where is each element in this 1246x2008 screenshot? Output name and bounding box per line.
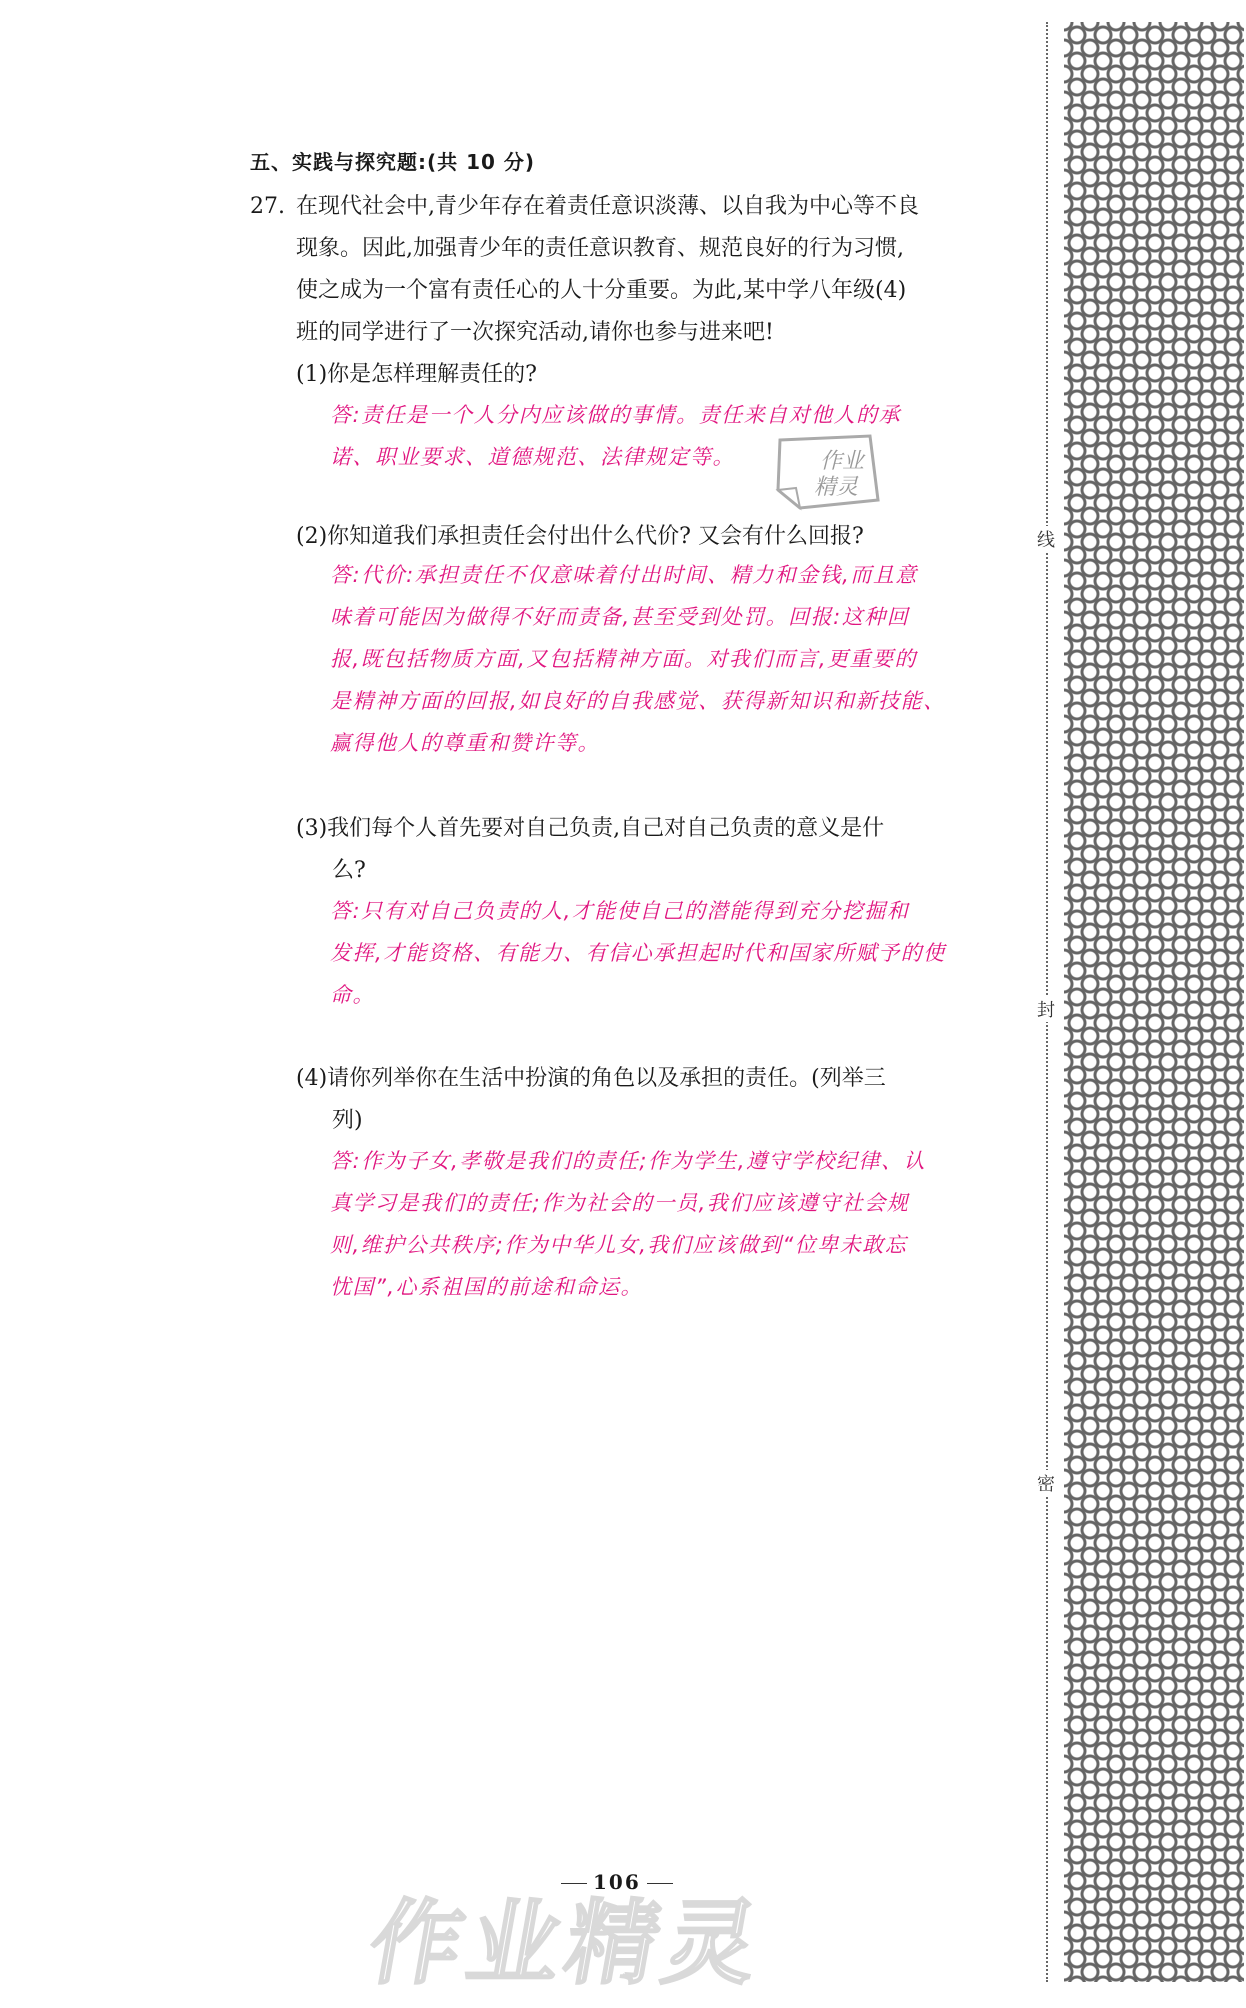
answer-line: 忧国”,心系祖国的前途和命运。 [330,1275,644,1299]
binding-label-mi: 密 [1031,1470,1061,1496]
page-number [555,1870,679,1894]
sub-question-text: (1)你是怎样理解责任的? [296,362,537,387]
stamp-text-line: 作业 [820,449,865,474]
answer-3 [330,890,1020,1016]
binding-label-xian: 线 [1031,526,1061,552]
watermark: 作业精灵 [361,1890,773,1997]
sub-question-1 [296,354,1026,396]
page-number-dash [647,1883,673,1884]
sub-question-3 [296,808,1026,892]
answer-2 [330,554,1020,764]
binding-label-feng: 封 [1031,996,1061,1022]
answer-line: 答:只有对自己负责的人,才能使自己的潜能得到充分挖掘和 [330,899,910,923]
sub-question-text: (4)请你列举你在生活中扮演的角色以及承担的责任。(列举三 [296,1066,886,1091]
page-number-dash [561,1883,587,1884]
sub-question-text: 列) [332,1108,363,1133]
question-27-stem [250,186,1025,354]
question-stem-text [296,186,1025,354]
sub-question-text: 么? [332,858,366,883]
answer-line: 是精神方面的回报,如良好的自我感觉、获得新知识和新技能、 [330,689,946,713]
sub-question-text: (3)我们每个人首先要对自己负责,自己对自己负责的意义是什 [296,816,885,841]
answer-line: 命。 [330,983,375,1007]
question-number: 27. [250,194,285,219]
binding-pattern-strip [1064,22,1244,1982]
stem-line: 使之成为一个富有责任心的人十分重要。为此,某中学八年级(4) [296,278,907,303]
sub-question-text: (2)你知道我们承担责任会付出什么代价? 又会有什么回报? [296,524,864,549]
sub-question-4 [296,1058,1026,1142]
answer-line: 真学习是我们的责任;作为社会的一员,我们应该遵守社会规 [330,1191,910,1215]
answer-4 [330,1140,1020,1308]
answer-line: 答:责任是一个人分内应该做的事情。责任来自对他人的承 [330,403,902,427]
answer-line: 赢得他人的尊重和赞许等。 [330,731,600,755]
answer-line: 诺、职业要求、道德规范、法律规定等。 [330,445,735,469]
stamp-text-line: 精灵 [814,475,859,500]
stem-line: 在现代社会中,青少年存在着责任意识淡薄、以自我为中心等不良 [296,194,919,219]
zuoye-jingling-stamp [760,430,890,520]
sub-question-2 [296,516,1026,558]
answer-line: 答:作为子女,孝敬是我们的责任;作为学生,遵守学校纪律、认 [330,1149,926,1173]
stem-line: 班的同学进行了一次探究活动,请你也参与进来吧! [296,320,774,345]
section-title: 五、实践与探究题:(共 10 分) [250,150,536,174]
stem-line: 现象。因此,加强青少年的责任意识教育、规范良好的行为习惯, [296,236,904,261]
answer-line: 报,既包括物质方面,又包括精神方面。对我们而言,更重要的 [330,647,918,671]
answer-line: 发挥,才能资格、有能力、有信心承担起时代和国家所赋予的使 [330,941,946,965]
answer-line: 则,维护公共秩序;作为中华儿女,我们应该做到“位卑未敢忘 [330,1233,908,1257]
answer-1 [330,394,1020,478]
answer-line: 味着可能因为做得不好而责备,甚至受到处罚。回报:这种回 [330,605,910,629]
page-number-text: 106 [593,1870,641,1894]
answer-line: 答:代价:承担责任不仅意味着付出时间、精力和金钱,而且意 [330,563,918,587]
